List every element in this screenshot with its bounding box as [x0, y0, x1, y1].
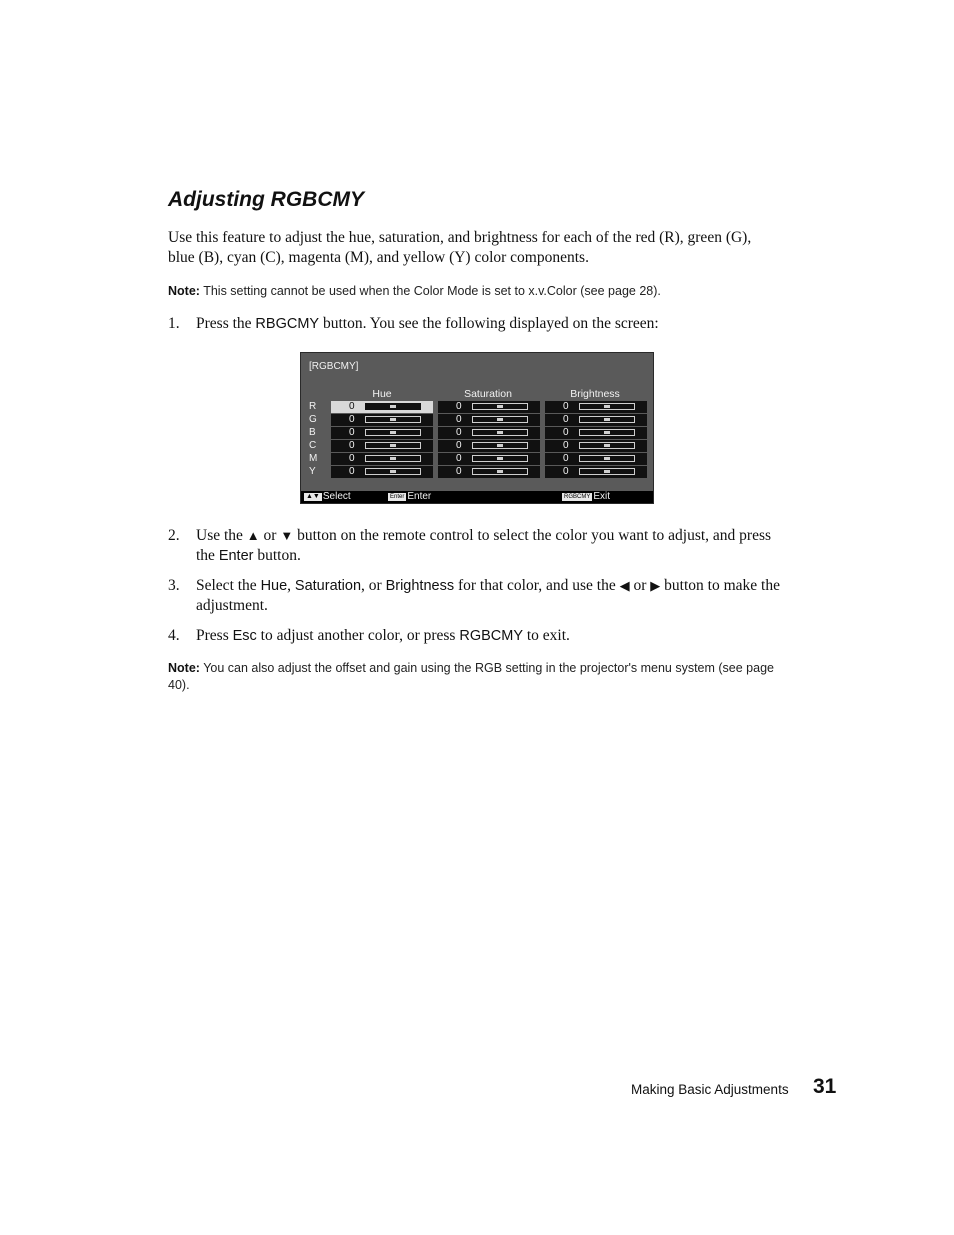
- adjust-cell-b-hue[interactable]: [331, 427, 433, 439]
- adjust-slider[interactable]: [472, 455, 528, 462]
- adjust-slider[interactable]: [472, 403, 528, 410]
- slider-knob[interactable]: [604, 405, 610, 408]
- adjust-slider[interactable]: [365, 416, 421, 423]
- step-text: for that color, and use the: [454, 577, 620, 594]
- adjust-slider[interactable]: [365, 455, 421, 462]
- adjust-value: 0: [563, 440, 569, 451]
- step-text: to adjust another color, or press: [256, 627, 460, 644]
- slider-knob[interactable]: [497, 444, 503, 447]
- adjust-cell-y-hue[interactable]: [331, 466, 433, 478]
- adjust-slider[interactable]: [579, 429, 635, 436]
- enter-key-icon: Enter: [390, 494, 405, 500]
- step-4: [168, 626, 788, 646]
- step-text: button. You see the following displayed on the screen:: [319, 315, 659, 332]
- button-name-rgbcmy: RGBCMY: [459, 628, 523, 644]
- step-text: button to make the adjustment.: [196, 577, 780, 614]
- adjust-cell-c-hue[interactable]: [331, 440, 433, 452]
- slider-knob[interactable]: [604, 418, 610, 421]
- column-header-hue: Hue: [372, 388, 392, 400]
- rgbcmy-key-icon: RGBCMY: [564, 494, 591, 500]
- adjust-cell-r-brightness[interactable]: [545, 401, 647, 413]
- page-number: 31: [813, 1075, 837, 1098]
- adjust-slider[interactable]: [579, 416, 635, 423]
- row-label-g: G: [309, 414, 317, 425]
- footer-select-label: Select: [322, 491, 351, 502]
- adjust-slider[interactable]: [365, 403, 421, 410]
- adjust-slider[interactable]: [472, 429, 528, 436]
- adjust-cell-g-brightness[interactable]: [545, 414, 647, 426]
- adjust-cell-b-brightness[interactable]: [545, 427, 647, 439]
- step-text: button.: [253, 547, 301, 564]
- slider-knob[interactable]: [390, 457, 396, 460]
- row-label-r: R: [309, 401, 317, 412]
- up-arrow-icon: ▲: [246, 528, 260, 543]
- adjust-slider[interactable]: [579, 403, 635, 410]
- slider-knob[interactable]: [390, 418, 396, 421]
- slider-knob[interactable]: [390, 431, 396, 434]
- adjust-value: 0: [456, 427, 462, 438]
- adjust-value: 0: [456, 453, 462, 464]
- step-text: Use the: [196, 527, 247, 544]
- adjust-cell-r-saturation[interactable]: [438, 401, 540, 413]
- setting-name-brightness: Brightness: [385, 578, 455, 594]
- step-text: ,: [287, 577, 295, 594]
- step-text: Press: [196, 627, 233, 644]
- osd-title: [RGBCMY]: [309, 361, 359, 372]
- step-text: button on the remote control to select the color you want to adjust, and press the: [196, 527, 772, 564]
- slider-knob[interactable]: [390, 470, 396, 473]
- adjust-value: 0: [349, 440, 355, 451]
- osd-footer: [301, 491, 653, 503]
- button-name-esc: Esc: [232, 628, 257, 644]
- slider-knob[interactable]: [497, 457, 503, 460]
- right-arrow-icon: ▶: [650, 578, 661, 593]
- adjust-slider[interactable]: [472, 416, 528, 423]
- adjust-value: 0: [563, 414, 569, 425]
- adjust-value: 0: [349, 453, 355, 464]
- slider-knob[interactable]: [497, 418, 503, 421]
- adjust-cell-b-saturation[interactable]: [438, 427, 540, 439]
- section-heading: Adjusting RGBCMY: [168, 188, 364, 211]
- adjust-value: 0: [456, 414, 462, 425]
- adjust-slider[interactable]: [365, 468, 421, 475]
- step-text: Press the: [196, 315, 256, 332]
- footer-exit-label: Exit: [593, 491, 611, 502]
- column-header-brightness: Brightness: [570, 388, 620, 400]
- adjust-cell-y-brightness[interactable]: [545, 466, 647, 478]
- row-label-y: Y: [309, 466, 316, 477]
- step-text: or: [629, 577, 651, 594]
- adjust-cell-g-hue[interactable]: [331, 414, 433, 426]
- button-name-rbgcmy: RBGCMY: [255, 316, 320, 332]
- button-name-enter: Enter: [218, 548, 254, 564]
- adjust-cell-m-brightness[interactable]: [545, 453, 647, 465]
- footer-exit: [562, 491, 610, 503]
- adjust-slider[interactable]: [365, 429, 421, 436]
- updown-arrow-icon: ▲▼: [306, 493, 320, 500]
- step-2: [168, 526, 788, 566]
- adjust-cell-c-saturation[interactable]: [438, 440, 540, 452]
- column-header-saturation: Saturation: [464, 388, 512, 400]
- note-color-mode: [168, 283, 808, 300]
- setting-name-hue: Hue: [260, 578, 288, 594]
- footer-select: [304, 491, 351, 503]
- adjust-cell-c-brightness[interactable]: [545, 440, 647, 452]
- adjust-value: 0: [456, 466, 462, 477]
- adjust-cell-m-hue[interactable]: [331, 453, 433, 465]
- row-label-b: B: [309, 427, 316, 438]
- step-number: 1.: [168, 315, 180, 332]
- row-label-c: C: [309, 440, 317, 451]
- slider-knob[interactable]: [390, 444, 396, 447]
- step-1: [168, 314, 788, 334]
- adjust-slider[interactable]: [472, 442, 528, 449]
- adjust-slider[interactable]: [579, 455, 635, 462]
- slider-knob[interactable]: [604, 470, 610, 473]
- adjust-value: 0: [563, 401, 569, 412]
- left-arrow-icon: ◀: [619, 578, 630, 593]
- intro-paragraph: Use this feature to adjust the hue, saturation, and brightness for each of the red (R), green (G), blue (B), cyan (C), magenta (M), and yellow (Y) color components.: [168, 229, 752, 266]
- adjust-value: 0: [563, 466, 569, 477]
- adjust-slider[interactable]: [579, 468, 635, 475]
- slider-knob[interactable]: [390, 405, 396, 408]
- step-text: , or: [361, 577, 386, 594]
- adjust-value: 0: [349, 466, 355, 477]
- adjust-value: 0: [456, 440, 462, 451]
- slider-knob[interactable]: [497, 431, 503, 434]
- slider-knob[interactable]: [604, 431, 610, 434]
- note-label: Note:: [168, 661, 200, 675]
- note-label: Note:: [168, 284, 200, 298]
- adjust-slider[interactable]: [579, 442, 635, 449]
- step-text: or: [259, 527, 281, 544]
- adjust-cell-y-saturation[interactable]: [438, 466, 540, 478]
- footer-enter: [388, 491, 431, 503]
- slider-knob[interactable]: [604, 444, 610, 447]
- adjust-cell-g-saturation[interactable]: [438, 414, 540, 426]
- step-text: to exit.: [523, 627, 570, 644]
- note-text: This setting cannot be used when the Color Mode is set to x.v.Color (see page 28).: [203, 284, 661, 298]
- step-3: [168, 576, 788, 616]
- rgbcmy-osd-screen: [300, 352, 654, 504]
- slider-knob[interactable]: [497, 470, 503, 473]
- footer-section-title: Making Basic Adjustments: [631, 1082, 789, 1097]
- adjust-cell-r-hue[interactable]: [331, 401, 433, 413]
- adjust-value: 0: [563, 427, 569, 438]
- note-text: You can also adjust the offset and gain using the RGB setting in the projector's menu system (see page 40).: [168, 661, 774, 692]
- step-number: 2.: [168, 527, 180, 544]
- step-text: Select the: [196, 577, 261, 594]
- adjust-value: 0: [349, 427, 355, 438]
- adjust-value: 0: [349, 414, 355, 425]
- adjust-cell-m-saturation[interactable]: [438, 453, 540, 465]
- slider-knob[interactable]: [497, 405, 503, 408]
- step-number: 4.: [168, 627, 180, 644]
- slider-knob[interactable]: [604, 457, 610, 460]
- note-offset-gain: [168, 660, 778, 694]
- adjust-value: 0: [349, 401, 355, 412]
- row-label-m: M: [309, 453, 318, 464]
- adjust-slider[interactable]: [365, 442, 421, 449]
- footer-enter-label: Enter: [407, 491, 432, 502]
- adjust-value: 0: [456, 401, 462, 412]
- step-number: 3.: [168, 577, 180, 594]
- adjust-slider[interactable]: [472, 468, 528, 475]
- adjust-value: 0: [563, 453, 569, 464]
- down-arrow-icon: ▼: [280, 528, 294, 543]
- setting-name-saturation: Saturation: [294, 578, 362, 594]
